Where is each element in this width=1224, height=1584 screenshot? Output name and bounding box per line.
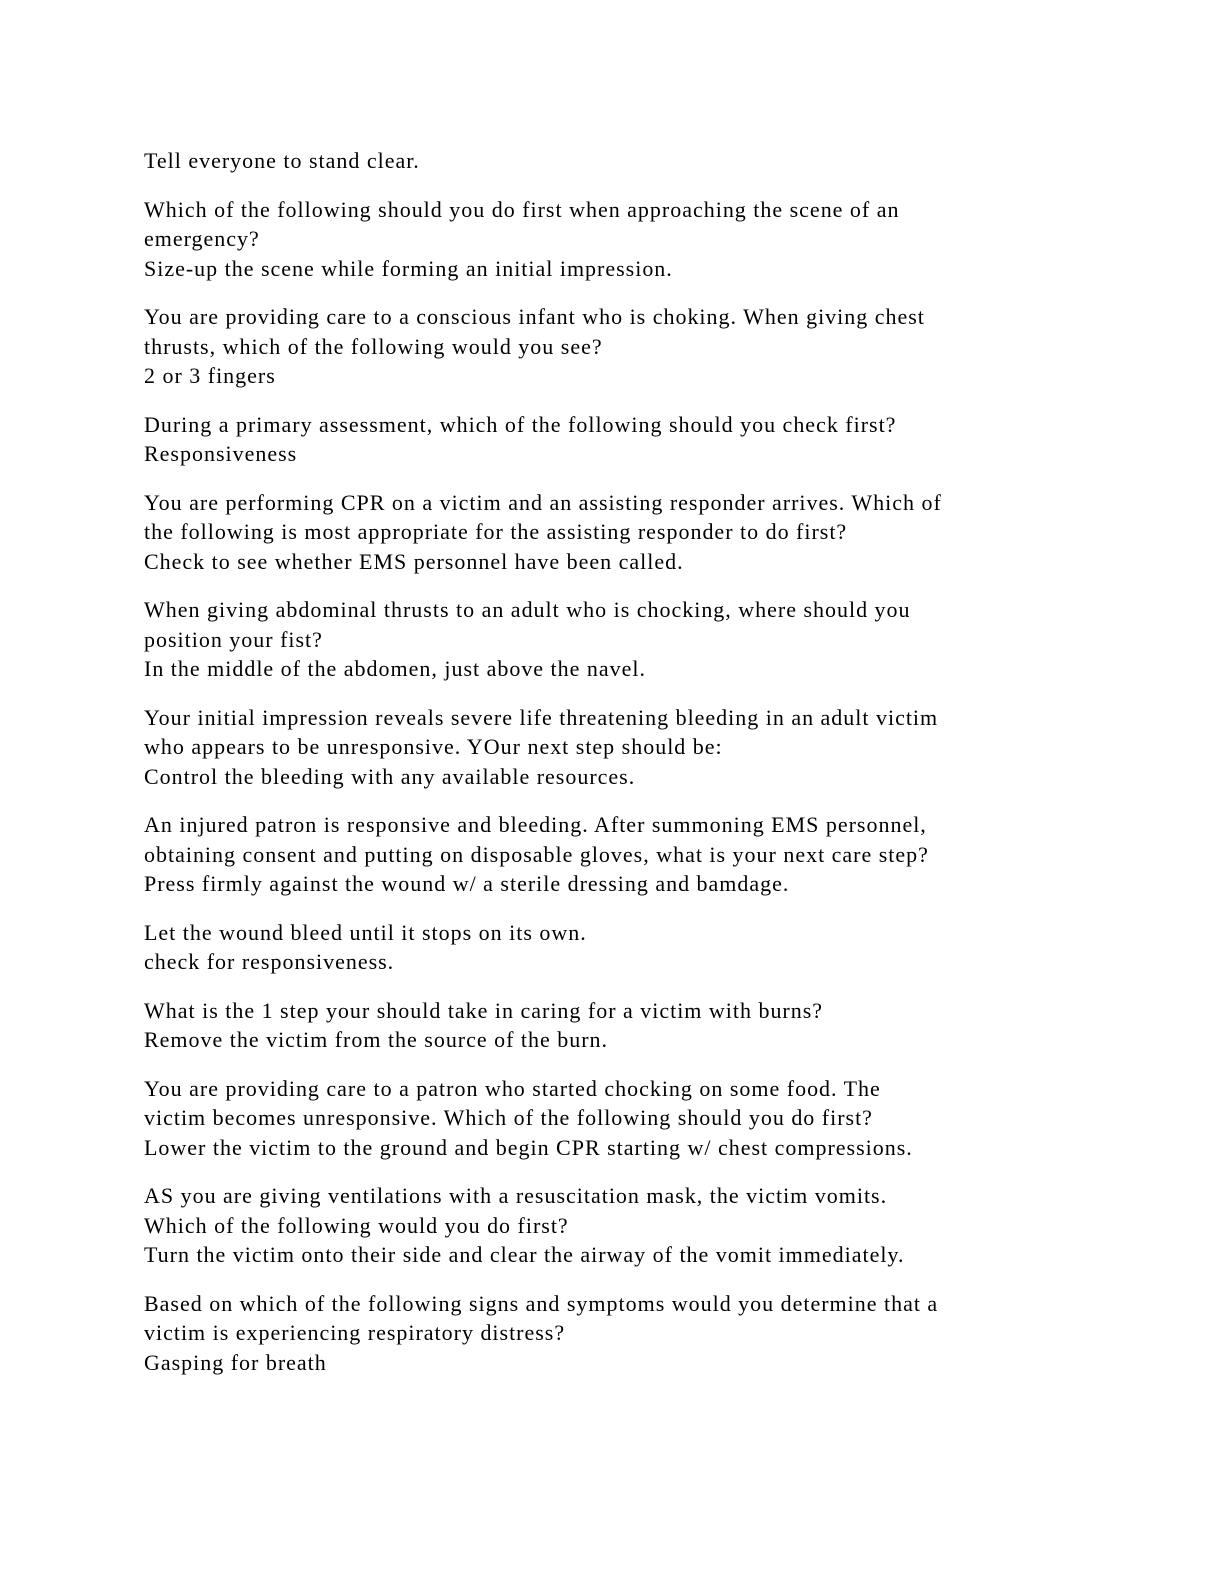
text-line: You are providing care to a conscious infant who is choking. When giving chest bbox=[144, 304, 925, 329]
text-line: Which of the following should you do first when approaching the scene of an bbox=[144, 196, 900, 222]
answer-stand-clear bbox=[144, 146, 1094, 176]
text-line: Check to see whether EMS personnel have been called. bbox=[144, 548, 684, 574]
text-line: 2 or 3 fingers bbox=[144, 363, 276, 388]
qa-respiratory-distress bbox=[144, 1289, 1094, 1378]
text-line: Let the wound bleed until it stops on its own. bbox=[144, 919, 587, 945]
qa-primary-assessment bbox=[144, 410, 1094, 469]
text-line: During a primary assessment, which of the following should you check first? bbox=[144, 411, 897, 437]
qa-infant-choking-chest-thrusts bbox=[144, 302, 1094, 391]
qa-severe-bleeding bbox=[144, 703, 1094, 792]
text-line: An injured patron is responsive and bleeding. After summoning EMS personnel, bbox=[144, 812, 927, 837]
qa-choking-unresponsive bbox=[144, 1074, 1094, 1163]
text-line: Control the bleeding with any available resources. bbox=[144, 763, 636, 789]
qa-injured-patron-next-step bbox=[144, 810, 1094, 899]
text-line: obtaining consent and putting on disposable gloves, what is your next care step? bbox=[144, 841, 929, 867]
text-line: emergency? bbox=[144, 226, 260, 251]
text-line: who appears to be unresponsive. YOur next step should be: bbox=[144, 734, 723, 759]
text-line: What is the 1 step your should take in caring for a victim with burns? bbox=[144, 997, 824, 1023]
text-line: thrusts, which of the following would you see? bbox=[144, 333, 603, 359]
text-line: Your initial impression reveals severe life threatening bleeding in an adult victim bbox=[144, 704, 939, 730]
text-line: victim becomes unresponsive. Which of the following should you do first? bbox=[144, 1105, 873, 1130]
text-line: When giving abdominal thrusts to an adult who is chocking, where should you bbox=[144, 597, 911, 622]
qa-abdominal-thrusts bbox=[144, 595, 1094, 684]
qa-scene-size-up bbox=[144, 195, 1094, 284]
qa-vomit-during-ventilations bbox=[144, 1181, 1094, 1270]
text-line: Tell everyone to stand clear. bbox=[144, 148, 420, 173]
text-line: You are providing care to a patron who started chocking on some food. The bbox=[144, 1075, 881, 1101]
text-line: Lower the victim to the ground and begin CPR starting w/ chest compressions. bbox=[144, 1134, 913, 1160]
text-line: position your fist? bbox=[144, 626, 323, 652]
text-line: the following is most appropriate for the assisting responder to do first? bbox=[144, 519, 848, 544]
text-line: Responsiveness bbox=[144, 441, 298, 466]
text-line: Remove the victim from the source of the burn. bbox=[144, 1027, 609, 1052]
text-line: You are performing CPR on a victim and an assisting responder arrives. Which of bbox=[144, 489, 942, 515]
text-line: AS you are giving ventilations with a resuscitation mask, the victim vomits. bbox=[144, 1183, 888, 1208]
answer-wound-bleed bbox=[144, 918, 1094, 977]
text-line: Gasping for breath bbox=[144, 1349, 327, 1375]
text-line: Based on which of the following signs and symptoms would you determine that a bbox=[144, 1290, 939, 1316]
text-line: Size-up the scene while forming an initial impression. bbox=[144, 255, 673, 281]
text-line: In the middle of the abdomen, just above the navel. bbox=[144, 656, 646, 681]
qa-burns-first-step bbox=[144, 996, 1094, 1055]
text-line: Which of the following would you do first? bbox=[144, 1212, 569, 1238]
text-line: Turn the victim onto their side and clear the airway of the vomit immediately. bbox=[144, 1242, 905, 1267]
text-line: victim is experiencing respiratory distress? bbox=[144, 1320, 566, 1345]
text-line: check for responsiveness. bbox=[144, 949, 395, 974]
text-line: Press firmly against the wound w/ a sterile dressing and bamdage. bbox=[144, 871, 790, 896]
qa-assisting-responder bbox=[144, 488, 1094, 577]
